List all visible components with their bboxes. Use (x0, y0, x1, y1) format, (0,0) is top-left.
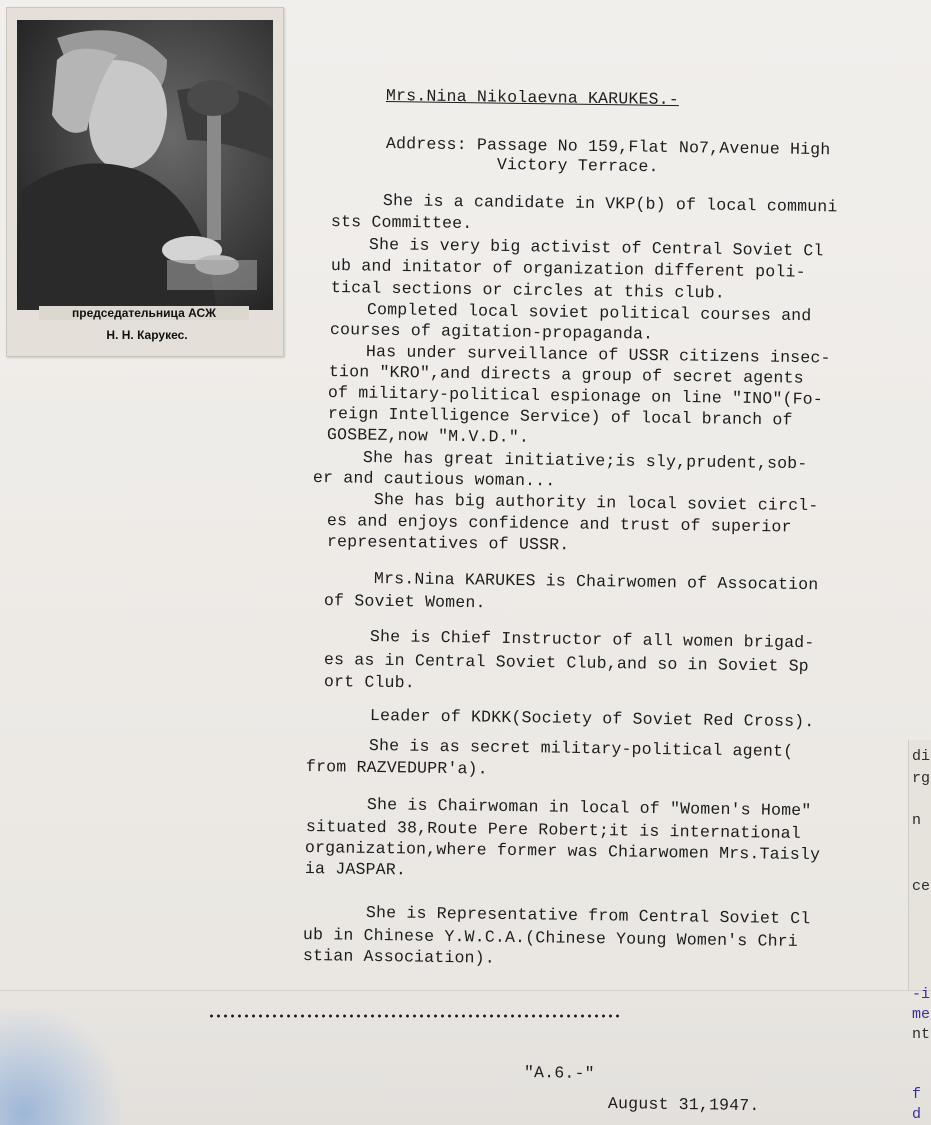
portrait-photo (17, 20, 273, 310)
document-title: Mrs.Nina Nikolaevna KARUKES.- (385, 86, 680, 110)
body-line: representatives of USSR. (326, 532, 570, 555)
edge-fragment: rg (912, 770, 931, 787)
body-line: She is Chief Instructor of all women brigad- (369, 627, 815, 653)
body-line: from RAZVEDUPR'a). (305, 757, 488, 779)
body-line: She is Representative from Central Soviet Cl (365, 903, 811, 929)
body-line: Completed local soviet political courses and (366, 300, 812, 326)
body-line: ub in Chinese Y.W.C.A.(Chinese Young Women's Chri (302, 925, 799, 951)
paper-fold (0, 990, 931, 1125)
body-line: ia JASPAR. (304, 859, 407, 880)
body-line: She is a candidate in VKP(b) of local communi (382, 191, 838, 217)
newspaper-photo-clipping (6, 7, 284, 357)
body-line: Has under surveillance of USSR citizens insec- (365, 342, 831, 368)
edge-fragment: f (912, 1086, 922, 1103)
body-line: of Soviet Women. (323, 591, 486, 613)
body-line: She has big authority in local soviet circl- (373, 490, 819, 516)
edge-fragment: ce (912, 878, 931, 895)
body-line: ub and initator of organization different poli- (330, 256, 806, 282)
body-line: GOSBEZ,now "M.V.D.". (326, 425, 530, 447)
photo-caption-title: председательница АСЖ (39, 306, 249, 320)
body-line: courses of agitation-propaganda. (329, 320, 654, 344)
body-line: ort Club. (323, 672, 416, 693)
edge-fragment: n (912, 812, 922, 829)
photo-caption-name: Н. Н. Карукес. (106, 328, 188, 342)
document-date: August 31,1947. (607, 1094, 760, 1116)
body-line: Leader of KDKK(Society of Soviet Red Cross). (369, 706, 815, 732)
body-line: She is as secret military-political agent( (368, 736, 794, 761)
body-line: of military-political espionage on line "INO"(Fo- (327, 383, 824, 409)
body-line: es as in Central Soviet Club,and so in Soviet Sp (323, 650, 809, 676)
body-line: organization,where former was Chiarwomen Mrs.Taisly (304, 838, 821, 865)
document-reference: "A.6.-" (523, 1063, 595, 1083)
body-line: She is Chairwoman in local of "Women's Home" (366, 795, 812, 821)
edge-fragment: d (912, 1106, 922, 1123)
edge-fragment: -i (912, 986, 931, 1003)
edge-fragment: me (912, 1006, 931, 1023)
body-line: sts Committee. (330, 212, 473, 233)
body-line: Address: Passage No 159,Flat No7,Avenue High (385, 134, 831, 160)
body-line: She has great initiative;is sly,prudent,sob- (362, 448, 808, 474)
body-line: situated 38,Route Pere Robert;it is international (305, 817, 802, 843)
dotted-separator (208, 1014, 620, 1018)
body-line: Victory Terrace. (496, 155, 659, 177)
body-line: Mrs.Nina KARUKES is Chairwomen of Assocation (373, 569, 819, 595)
body-line: er and cautious woman... (312, 468, 556, 491)
page-curl (0, 1010, 120, 1125)
body-line: tical sections or circles at this club. (330, 278, 726, 303)
body-line: reign Intelligence Service) of local branch of (327, 404, 793, 430)
body-line: stian Association). (302, 946, 496, 968)
body-line: es and enjoys confidence and trust of superior (326, 511, 792, 537)
edge-fragment: nt (912, 1026, 931, 1043)
body-line: She is very big activist of Central Soviet Cl (368, 235, 824, 261)
edge-fragment: di (912, 748, 931, 765)
body-line: tion "KRO",and directs a group of secret agents (328, 362, 804, 388)
